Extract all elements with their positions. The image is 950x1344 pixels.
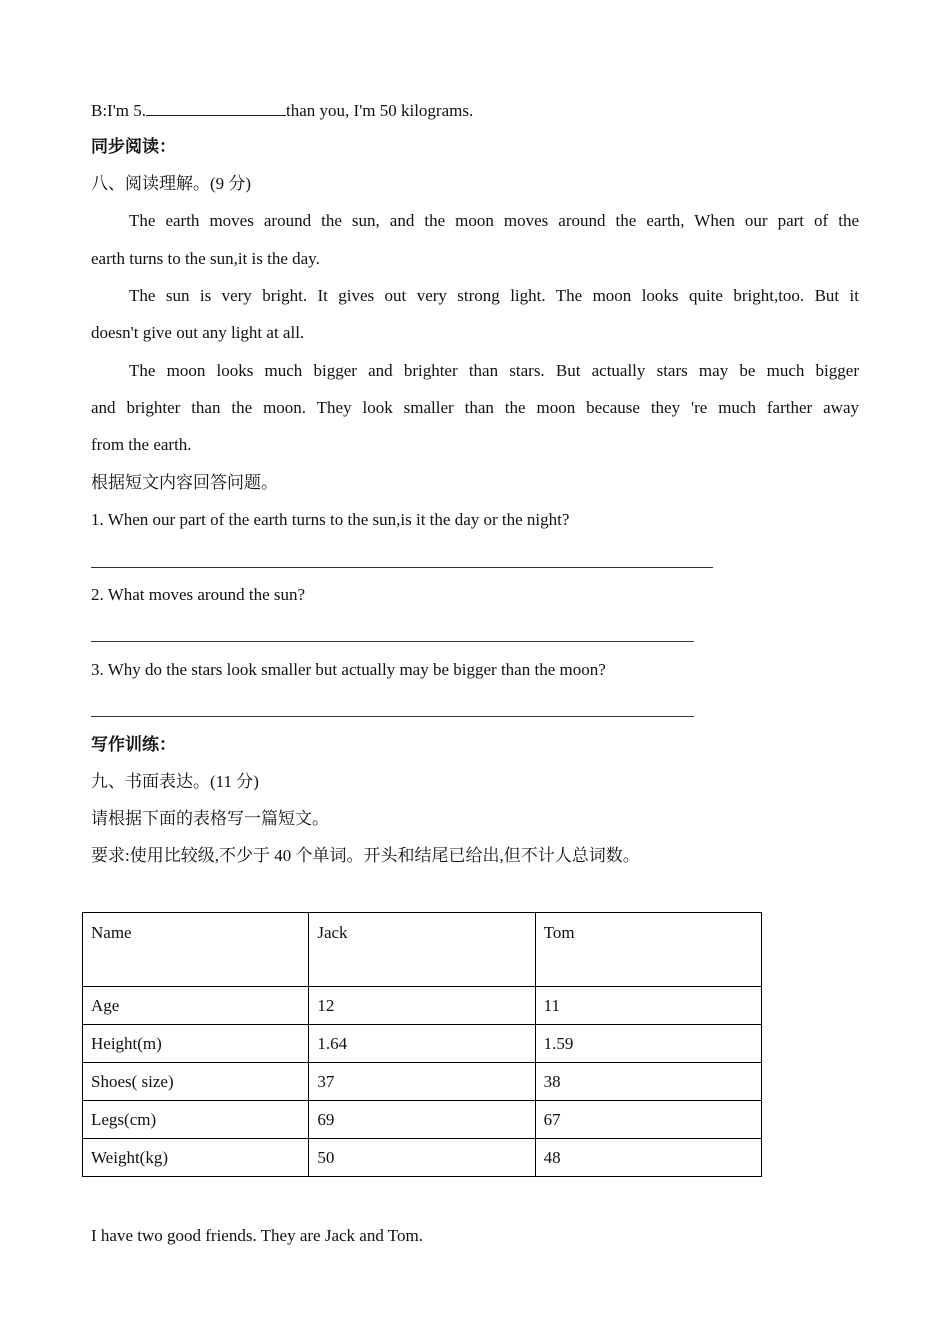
sync-reading-heading: 同步阅读：	[91, 137, 176, 156]
table-header-row	[83, 913, 762, 987]
table-header-cell: Jack	[309, 913, 535, 987]
comparison-table	[82, 912, 762, 1177]
fill-in-sentence	[91, 99, 473, 122]
table-cell: Shoes( size)	[83, 1063, 309, 1101]
passage-p2-line1: The sun is very bright. It gives out very strong light. The moon looks quite bright,too. But it	[129, 286, 859, 305]
passage-p1-line1: The earth moves around the sun, and the moon moves around the earth, When our part of the	[129, 211, 859, 230]
table-cell: 50	[309, 1139, 535, 1177]
answer-blank[interactable]	[146, 99, 286, 116]
answer-line-3[interactable]	[91, 716, 694, 717]
sentence-suffix: than you, I'm 50 kilograms.	[286, 101, 474, 120]
passage-p1-line2: earth turns to the sun,it is the day.	[91, 249, 320, 268]
answer-instruction: 根据短文内容回答问题。	[91, 473, 278, 492]
table-row	[83, 1025, 762, 1063]
passage-p3-line2: and brighter than the moon. They look smaller than the moon because they 're much farther away	[91, 398, 859, 417]
table-cell: 37	[309, 1063, 535, 1101]
table-cell: 48	[535, 1139, 761, 1177]
passage-p3-line1: The moon looks much bigger and brighter than stars. But actually stars may be much bigger	[129, 361, 859, 380]
question-3: 3. Why do the stars look smaller but actually may be bigger than the moon?	[91, 660, 606, 679]
writing-requirement: 要求:使用比较级,不少于 40 个单词。开头和结尾已给出,但不计人总词数。	[91, 846, 640, 865]
sentence-prefix: B:I'm 5.	[91, 101, 147, 120]
section-8-title: 八、阅读理解。(9 分)	[91, 174, 252, 193]
passage-p2-line2: doesn't give out any light at all.	[91, 323, 305, 342]
table-row	[83, 1101, 762, 1139]
writing-instruction: 请根据下面的表格写一篇短文。	[91, 809, 329, 828]
table-cell: 1.64	[309, 1025, 535, 1063]
answer-line-1[interactable]	[91, 567, 713, 568]
table-row	[83, 1139, 762, 1177]
question-1: 1. When our part of the earth turns to the sun,is it the day or the night?	[91, 510, 570, 529]
table-cell: 12	[309, 987, 535, 1025]
passage-p3-line3: from the earth.	[91, 435, 192, 454]
table-cell: 1.59	[535, 1025, 761, 1063]
section-9-title: 九、书面表达。(11 分)	[91, 772, 259, 791]
answer-line-2[interactable]	[91, 641, 694, 642]
table-cell: Age	[83, 987, 309, 1025]
table-cell: 67	[535, 1101, 761, 1139]
table-cell: 11	[535, 987, 761, 1025]
table-cell: Legs(cm)	[83, 1101, 309, 1139]
table-cell: Weight(kg)	[83, 1139, 309, 1177]
writing-heading: 写作训练：	[91, 735, 176, 754]
essay-opening: I have two good friends. They are Jack and Tom.	[91, 1226, 423, 1245]
table-cell: 38	[535, 1063, 761, 1101]
table-row	[83, 987, 762, 1025]
table-cell: Height(m)	[83, 1025, 309, 1063]
table-row	[83, 1063, 762, 1101]
question-2: 2. What moves around the sun?	[91, 585, 306, 604]
table-header-cell: Name	[83, 913, 309, 987]
table-header-cell: Tom	[535, 913, 761, 987]
table-cell: 69	[309, 1101, 535, 1139]
